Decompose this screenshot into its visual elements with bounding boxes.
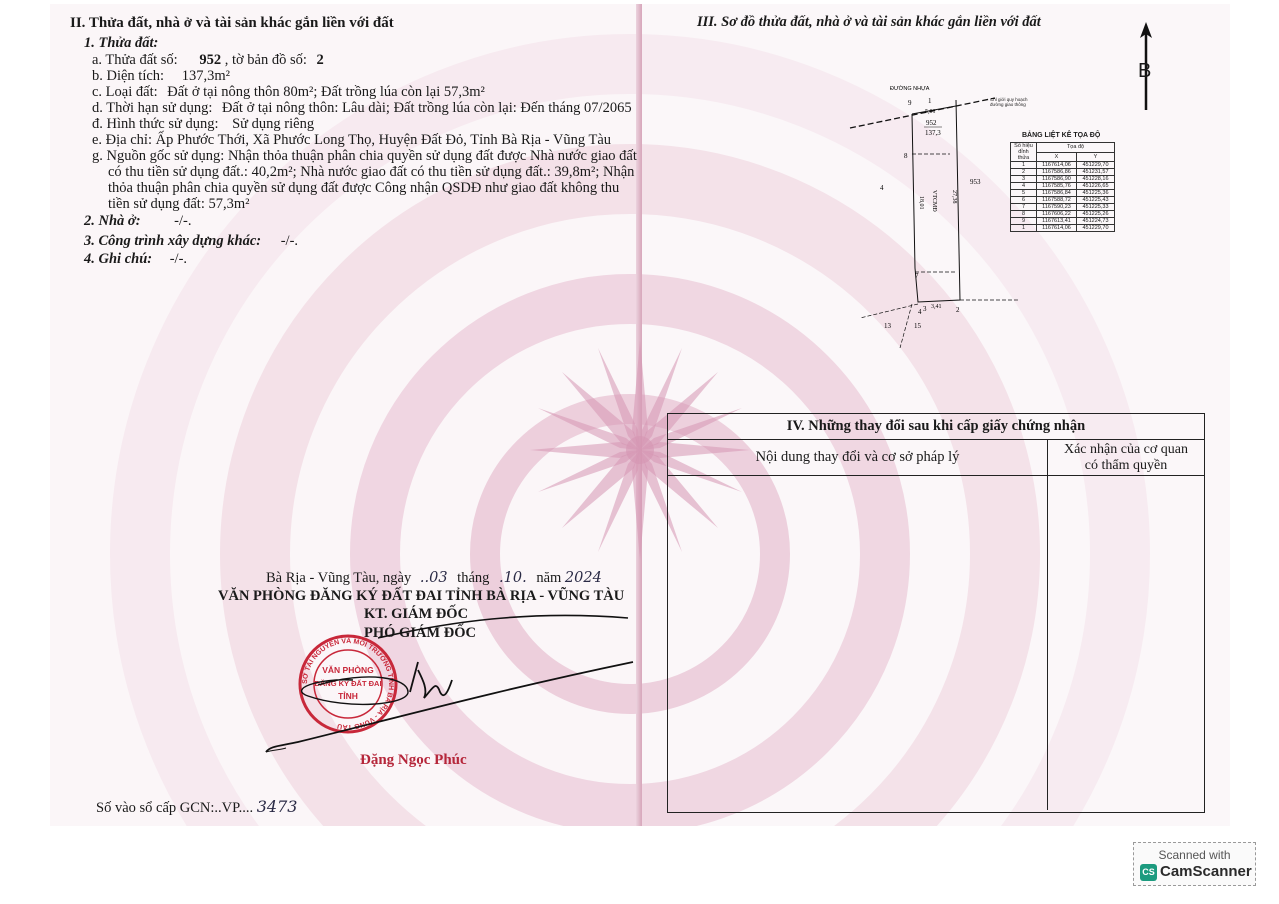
cell: 5 bbox=[1011, 190, 1037, 197]
dim-top: 5,01 bbox=[925, 109, 936, 115]
cell: 451225,36 bbox=[1077, 190, 1115, 197]
address-row: e. Địa chỉ: Ấp Phước Thới, Xã Phước Long Thọ, Huyện Đất Đỏ, Tỉnh Bà Rịa - Vũng Tàu bbox=[92, 132, 612, 148]
cell: 451226,65 bbox=[1077, 183, 1115, 190]
usage-term-label: d. Thời hạn sử dụng: bbox=[92, 100, 213, 116]
cell: 1167614,06 bbox=[1037, 162, 1077, 169]
table-row bbox=[1011, 183, 1115, 190]
changes-table bbox=[667, 413, 1205, 813]
table-row bbox=[1011, 204, 1115, 211]
changes-col-confirm-line2: có thẩm quyền bbox=[1084, 458, 1168, 473]
house-value: -/-. bbox=[174, 213, 192, 229]
dim-left: 18,01 bbox=[918, 196, 924, 210]
cell: 9 bbox=[1011, 218, 1037, 225]
cell: 1167614,06 bbox=[1037, 225, 1077, 232]
house-row bbox=[84, 213, 191, 229]
year-value: 2024 bbox=[564, 570, 602, 586]
notes-row bbox=[84, 251, 187, 267]
usage-term-value: Đất ở tại nông thôn: Lâu dài; Đất trồng lúa còn lại: Đến tháng 07/2065 bbox=[222, 100, 632, 116]
coord-table bbox=[1010, 142, 1115, 232]
parcel-map bbox=[840, 78, 1020, 348]
parcel-number-map: 952 bbox=[926, 119, 937, 127]
month-value: .10. bbox=[499, 570, 527, 586]
coord-col-point: Số hiệu đỉnh thửa bbox=[1011, 143, 1037, 162]
coord-col-y: Y bbox=[1077, 152, 1115, 162]
signer-position: PHÓ GIÁM ĐỐC bbox=[364, 625, 476, 641]
dim-bottom: 3,41 bbox=[931, 304, 942, 310]
area-row bbox=[92, 68, 230, 84]
cell: 451224,73 bbox=[1077, 218, 1115, 225]
stamp-line-3: TỈNH bbox=[338, 691, 358, 701]
year-label: năm bbox=[536, 570, 562, 586]
table-row bbox=[1011, 218, 1115, 225]
cell: 6 bbox=[1011, 197, 1037, 204]
cell: 1167586,90 bbox=[1037, 176, 1077, 183]
cell: 1167585,76 bbox=[1037, 183, 1077, 190]
origin-line-4: tiền sử dụng đất: 57,3m² bbox=[108, 196, 250, 212]
section-iii-title: III. Sơ đồ thửa đất, nhà ở và tài sản khác gắn liền với đất bbox=[697, 14, 1041, 30]
cell: 1167586,86 bbox=[1037, 169, 1077, 176]
land-type-label: c. Loại đất: bbox=[92, 84, 158, 100]
day-value: ..03 bbox=[419, 570, 448, 586]
table-row bbox=[1011, 211, 1115, 218]
parcel-number-value: 952 bbox=[199, 52, 222, 68]
table-row bbox=[1011, 162, 1115, 169]
other-works-label: 3. Công trình xây dựng khác: bbox=[84, 233, 262, 249]
coord-table-title: BẢNG LIỆT KÊ TỌA ĐỘ bbox=[1022, 132, 1101, 139]
stamp-line-2: ĐĂNG KÝ ĐẤT ĐAI bbox=[314, 679, 382, 688]
parcel-number-label: a. Thửa đất số: bbox=[92, 52, 178, 68]
other-works-value: -/-. bbox=[280, 233, 299, 249]
neighbor-13: 13 bbox=[884, 322, 891, 330]
table-row bbox=[1011, 197, 1115, 204]
cell: 451225,43 bbox=[1077, 197, 1115, 204]
signature bbox=[258, 600, 638, 770]
point-3: 3 bbox=[923, 305, 927, 313]
origin-line-3: thỏa thuận phân chia quyền sử dụng đất được Công nhận QSDĐ như giao đất không thu bbox=[108, 180, 620, 196]
point-4: 4 bbox=[918, 308, 922, 316]
boundary-note: Chỉ giới quy hoạch đường giao thông bbox=[990, 97, 1028, 107]
stamp-ring-text: SỞ TÀI NGUYÊN VÀ MÔI TRƯỜNG TỈNH BÀ RỊA - VŨNG TÀU bbox=[301, 637, 395, 731]
stamp-line-1: VĂN PHÒNG bbox=[322, 665, 374, 675]
usage-form-label: đ. Hình thức sử dụng: bbox=[92, 116, 219, 132]
changes-col-confirm bbox=[1048, 440, 1204, 475]
changes-col-confirm-line1: Xác nhận của cơ quan bbox=[1063, 442, 1188, 457]
area-value: 137,3m² bbox=[181, 68, 230, 84]
table-row bbox=[1011, 190, 1115, 197]
registry-number: 3473 bbox=[256, 797, 298, 816]
changes-content-cell bbox=[668, 476, 1048, 810]
land-type-value: Đất ở tại nông thôn 80m²; Đất trồng lúa còn lại 57,3m² bbox=[167, 84, 485, 100]
map-sheet-value: 2 bbox=[316, 52, 324, 68]
cell: 1167613,41 bbox=[1037, 218, 1077, 225]
usage-form-row bbox=[92, 116, 314, 132]
table-row bbox=[1011, 176, 1115, 183]
cell: 1167588,72 bbox=[1037, 197, 1077, 204]
changes-confirm-cell bbox=[1048, 476, 1204, 810]
point-2: 2 bbox=[956, 306, 960, 314]
registry-label: Số vào sổ cấp GCN:..VP.... bbox=[96, 800, 254, 816]
place-date-line bbox=[266, 570, 602, 586]
watermark-line-2: CamScanner bbox=[1160, 863, 1252, 880]
usage-term-row bbox=[92, 100, 632, 116]
cell: 1 bbox=[1011, 225, 1037, 232]
changes-header-row bbox=[668, 440, 1204, 476]
watermark-line-1: Scanned with bbox=[1158, 848, 1231, 862]
cell: 2 bbox=[1011, 169, 1037, 176]
cell: 8 bbox=[1011, 211, 1037, 218]
point-7: 7 bbox=[915, 272, 919, 280]
notes-label: 4. Ghi chú: bbox=[84, 251, 153, 267]
cell: 451229,70 bbox=[1077, 225, 1115, 232]
parcel-number-row bbox=[92, 52, 324, 68]
table-row bbox=[1011, 169, 1115, 176]
cell: 7 bbox=[1011, 204, 1037, 211]
origin-line-2: có thu tiền sử dụng đất.: 40,2m²; Nhà nước giao đất có thu tiền sử dụng đất.: 39,8m²; Nhận bbox=[108, 164, 635, 180]
neighbor-953: 953 bbox=[970, 178, 981, 186]
coord-col-coord: Tọa độ bbox=[1037, 143, 1115, 153]
point-1: 1 bbox=[928, 97, 932, 105]
section-ii-title: II. Thửa đất, nhà ở và tài sản khác gắn liền với đất bbox=[70, 15, 394, 31]
other-works-row bbox=[84, 233, 298, 249]
cell: 451228,16 bbox=[1077, 176, 1115, 183]
usage-form-value: Sử dụng riêng bbox=[232, 116, 315, 132]
road-label: ĐƯỜNG NHỰA bbox=[890, 86, 930, 92]
notes-value: -/-. bbox=[169, 251, 188, 267]
place-date-prefix: Bà Rịa - Vũng Tàu, ngày bbox=[266, 570, 412, 586]
signer-name: Đặng Ngọc Phúc bbox=[360, 752, 467, 768]
area-label: b. Diện tích: bbox=[92, 68, 165, 84]
cell: 1167590,23 bbox=[1037, 204, 1077, 211]
cell: 1167586,84 bbox=[1037, 190, 1077, 197]
cell: 451231,57 bbox=[1077, 169, 1115, 176]
month-label: tháng bbox=[457, 570, 490, 586]
cell: 1167606,22 bbox=[1037, 211, 1077, 218]
cell: 1 bbox=[1011, 162, 1037, 169]
camscanner-logo-icon: CS bbox=[1140, 864, 1157, 881]
changes-title: IV. Những thay đổi sau khi cấp giấy chứng nhận bbox=[668, 414, 1204, 440]
on-behalf-title: KT. GIÁM ĐỐC bbox=[364, 606, 469, 622]
changes-body bbox=[668, 476, 1204, 810]
house-label: 2. Nhà ở: bbox=[84, 213, 141, 229]
neighbor-15: 15 bbox=[914, 322, 921, 330]
registry-row bbox=[96, 799, 297, 816]
point-8: 8 bbox=[904, 152, 908, 160]
cell: 451225,26 bbox=[1077, 211, 1115, 218]
cell: 3 bbox=[1011, 176, 1037, 183]
land-type-row bbox=[92, 84, 485, 100]
parcel-heading: 1. Thửa đất: bbox=[84, 35, 159, 51]
changes-col-content: Nội dung thay đổi và cơ sở pháp lý bbox=[668, 440, 1048, 475]
cell: 451225,33 bbox=[1077, 204, 1115, 211]
point-9: 9 bbox=[908, 99, 912, 107]
cell: 4 bbox=[1011, 183, 1037, 190]
hallway-label: VTCMĐ bbox=[931, 190, 937, 212]
issuing-office: VĂN PHÒNG ĐĂNG KÝ ĐẤT ĐAI TỈNH BÀ RỊA - VŨNG TÀU bbox=[218, 588, 625, 604]
origin-line-1: g. Nguồn gốc sử dụng: Nhận thỏa thuận phân chia quyền sử dụng đất được Nhà nước giao đất bbox=[92, 148, 637, 164]
camscanner-watermark bbox=[1133, 842, 1256, 886]
neighbor-4: 4 bbox=[880, 184, 884, 192]
coord-col-x: X bbox=[1037, 152, 1077, 162]
parcel-area-map: 137,3 bbox=[925, 129, 941, 137]
cell: 451229,70 bbox=[1077, 162, 1115, 169]
north-label: B bbox=[1138, 60, 1152, 82]
map-sheet-label: , tờ bản đồ số: bbox=[224, 52, 307, 68]
dim-right: 27,38 bbox=[951, 190, 957, 204]
table-row bbox=[1011, 225, 1115, 232]
